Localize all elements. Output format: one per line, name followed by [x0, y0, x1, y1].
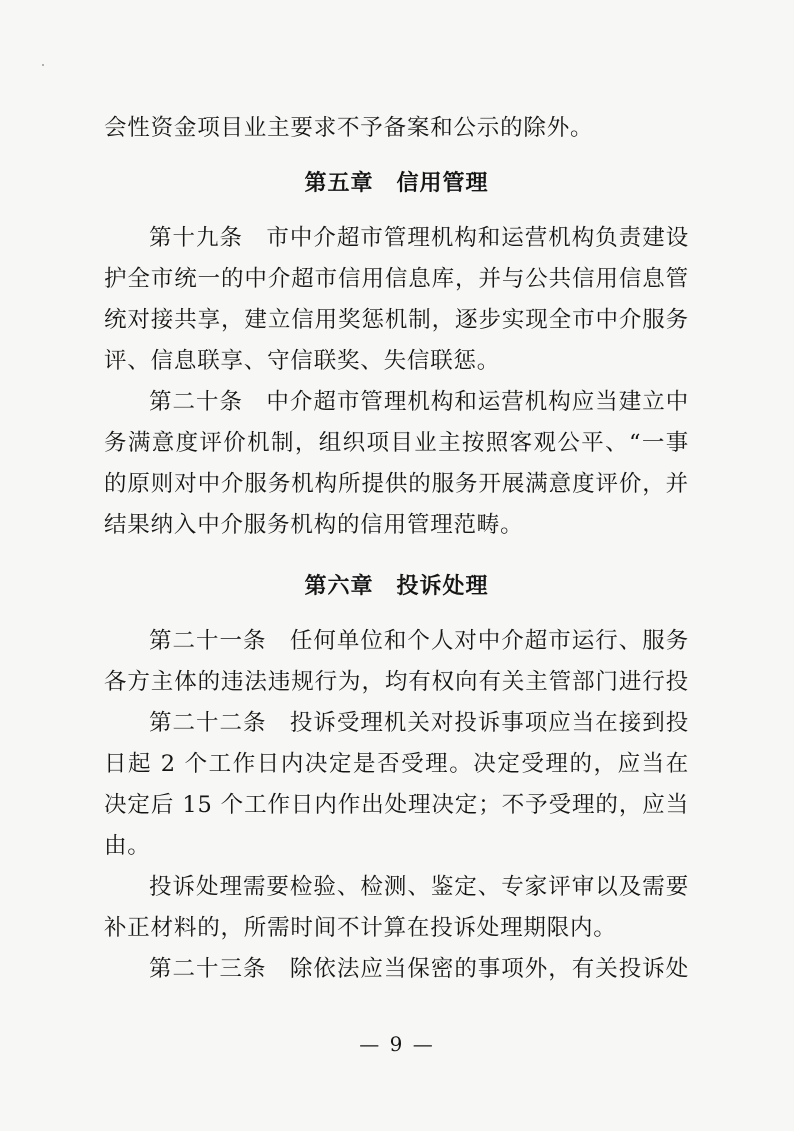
paragraph-line: 由。	[104, 833, 151, 859]
article-23-line: 第二十三条 除依法应当保密的事项外，有关投诉处	[149, 956, 689, 982]
paragraph-line: 补正材料的，所需时间不计算在投诉处理期限内。	[104, 915, 617, 941]
chapter-heading-credit-management: 第五章 信用管理	[304, 171, 489, 196]
document-body	[104, 108, 689, 990]
paragraph-line: 会性资金项目业主要求不予备案和公示的除外。	[104, 115, 594, 141]
paragraph-line: 的原则对中介服务机构所提供的服务开展满意度评价，并	[104, 471, 689, 497]
paragraph-line: 护全市统一的中介超市信用信息库，并与公共信用信息管	[104, 266, 689, 292]
article-20-line: 第二十条 中介超市管理机构和运营机构应当建立中	[149, 389, 689, 415]
article-21-line: 第二十一条 任何单位和个人对中介超市运行、服务	[149, 628, 689, 654]
paragraph-line: 投诉处理需要检验、检测、鉴定、专家评审以及需要	[149, 874, 689, 900]
scan-speck	[42, 64, 44, 66]
paragraph-line: 各方主体的违法违规行为，均有权向有关主管部门进行投	[104, 669, 689, 695]
chapter-heading-complaint-handling: 第六章 投诉处理	[304, 574, 489, 599]
page-number: — 9 —	[359, 1032, 435, 1056]
paragraph-line: 结果纳入中介服务机构的信用管理范畴。	[104, 512, 524, 538]
paragraph-line: 决定后 15 个工作日内作出处理决定；不予受理的，应当	[104, 792, 689, 818]
paragraph-line: 务满意度评价机制，组织项目业主按照客观公平、“一事	[104, 430, 689, 456]
article-19-line: 第十九条 市中介超市管理机构和运营机构负责建设	[149, 225, 689, 251]
paragraph-line: 日起 2 个工作日内决定是否受理。决定受理的，应当在	[104, 751, 689, 777]
paragraph-line: 评、信息联享、守信联奖、失信联惩。	[104, 348, 501, 374]
paragraph-line: 统对接共享，建立信用奖惩机制，逐步实现全市中介服务	[104, 307, 689, 333]
article-22-line: 第二十二条 投诉受理机关对投诉事项应当在接到投	[149, 710, 689, 736]
